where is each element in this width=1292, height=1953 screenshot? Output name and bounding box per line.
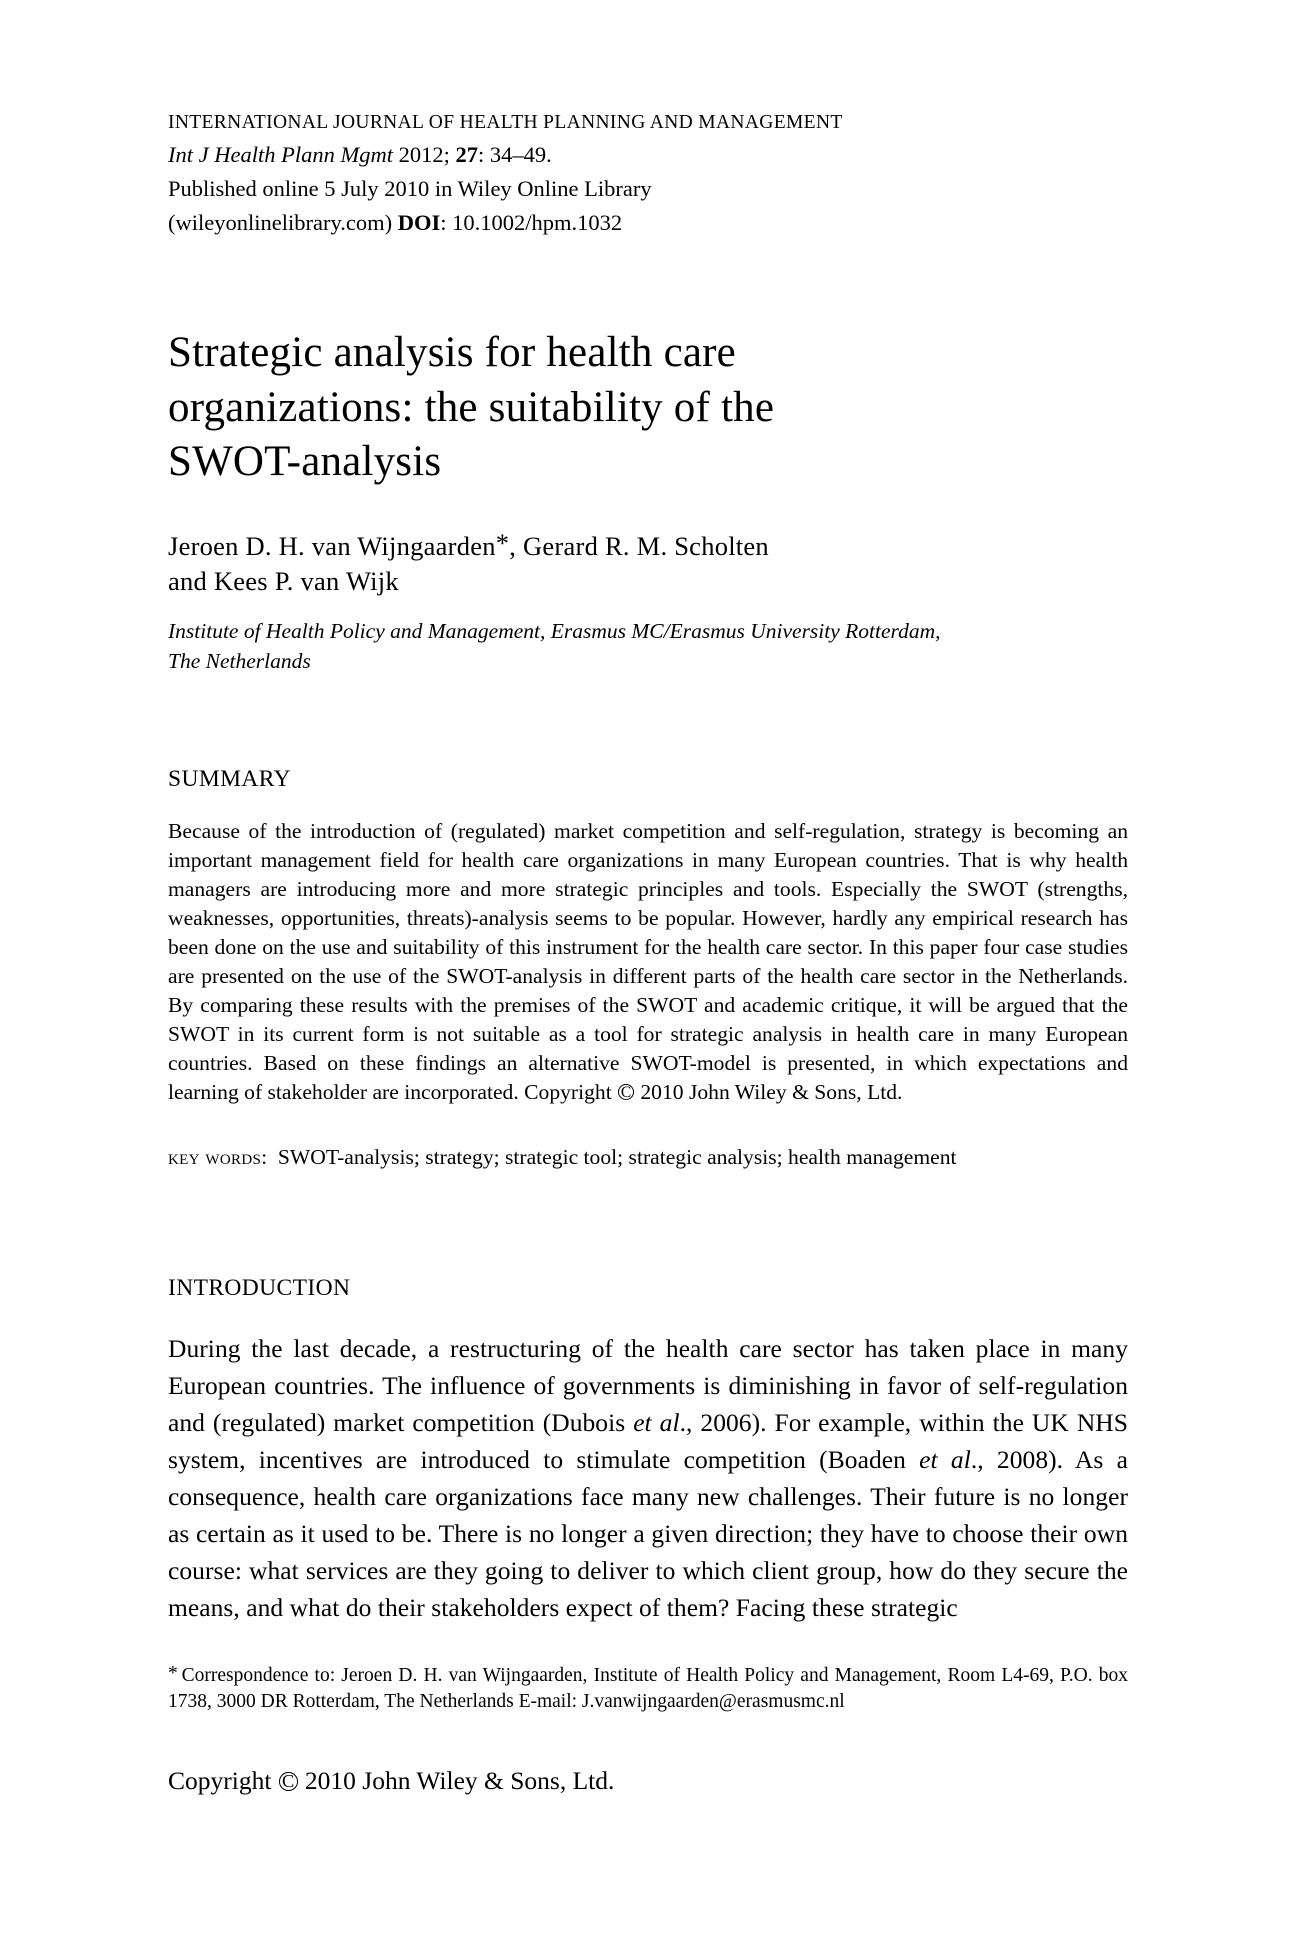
author-line-2: and Kees P. van Wijk [168, 566, 399, 597]
journal-volume: 27 [455, 141, 478, 167]
intro-part-3: ., 2008). As a consequence, health care organizations face many new challenges. Their future is no longer as certain as it used to be. There is no longer a given direction; they have to choose their own course: what services are they going to deliver to which client group, how do they secure the means, and what do their stakeholders expect of them? Facing these strategic [168, 1444, 1128, 1622]
journal-year: 2012; [398, 141, 450, 167]
affiliation [168, 617, 1128, 676]
page-title [168, 326, 1128, 490]
abstract-text [168, 817, 1128, 1107]
affiliation-line-2: The Netherlands [168, 649, 311, 674]
page-footer-copyright [168, 1763, 1128, 1799]
footer-copyright-pre: Copyright [168, 1765, 278, 1795]
intro-part-1: During the last decade, a restructuring of the health care sector has taken place in many European countries. The influence of governments is diminishing in favor of self-regulation and (regulated) market competition (Dubois [168, 1334, 1128, 1437]
journal-header [168, 108, 1128, 240]
correspondence-footnote [168, 1661, 1128, 1716]
introduction-paragraph [168, 1331, 1128, 1627]
journal-citation [168, 138, 1128, 172]
intro-citation-italic-1: et al [633, 1407, 680, 1437]
keywords-line [168, 1143, 1128, 1172]
intro-citation-italic-2: et al [919, 1444, 971, 1474]
doi-label: DOI [397, 210, 441, 235]
title-line-2: organizations: the suitability of the [168, 383, 775, 431]
journal-name: INTERNATIONAL JOURNAL OF HEALTH PLANNING AND MANAGEMENT [168, 112, 843, 133]
published-online-line: Published online 5 July 2010 in Wiley Online Library [168, 175, 652, 201]
corresponding-author-marker: * [495, 528, 510, 559]
intro-part-2: ., 2006). For example, within the UK NHS system, incentives are introduced to stimulate competition (Boaden [168, 1407, 1128, 1474]
page-content [168, 108, 1128, 1799]
introduction-heading: INTRODUCTION [168, 1275, 351, 1302]
author-name-secondary: , Gerard R. M. Scholten [509, 531, 769, 562]
doi-line [168, 206, 1128, 240]
journal-abbreviation: Int J Health Plann Mgmt [168, 141, 393, 167]
footer-copyright-icon: C [279, 1772, 298, 1791]
abstract-part-1: Because of the introduction of (regulated) market competition and self-regulation, strategy is becoming an important management field for health care organizations in many European countries. That is why health managers are introducing more and more strategic principles and tools. Especially the SWOT (strengths, weaknesses, opportunities, threats)-analysis seems to be popular. However, hardly any empirical research has been done on the use and suitability of this instrument for the health care sector. In this paper four case studies are presented on the use of the SWOT-analysis in different parts of the health care sector in the Netherlands. By comparing these results with the premises of the SWOT and academic critique, it will be argued that the SWOT in its current form is not suitable as a tool for strategic analysis in health care in many European countries. Based on these findings an alternative SWOT-model is presented, in which expectations and learning of stakeholder are incorporated. Copyright [168, 818, 1128, 1104]
title-line-3: SWOT-analysis [168, 438, 442, 486]
author-name-primary: Jeroen D. H. van Wijngaarden [168, 531, 496, 562]
footer-copyright-post: 2010 John Wiley & Sons, Ltd. [298, 1765, 615, 1795]
summary-heading: SUMMARY [168, 765, 291, 792]
keywords-terms: SWOT-analysis; strategy; strategic tool; strategic analysis; health management [277, 1145, 957, 1169]
journal-pages: : 34–49. [477, 141, 552, 167]
copyright-icon: C [618, 1084, 634, 1100]
affiliation-line-1: Institute of Health Policy and Management, Erasmus MC/Erasmus University Rotterdam, [168, 619, 941, 644]
keywords-label: key words [168, 1145, 262, 1169]
footnote-text: Correspondence to: Jeroen D. H. van Wijngaarden, Institute of Health Policy and Management, Room L4-69, P.O. box 1738, 3000 DR Rotterdam, The Netherlands E-mail: J.vanwijngaarden@erasmusmc.nl [168, 1664, 1128, 1713]
library-url[interactable]: (wileyonlinelibrary.com) [168, 210, 393, 235]
abstract-part-2: 2010 John Wiley & Sons, Ltd. [634, 1079, 903, 1104]
keywords-separator: : [261, 1145, 268, 1169]
author-line-1 [168, 529, 1128, 564]
title-line-1: Strategic analysis for health care [168, 329, 736, 377]
author-list [168, 529, 1128, 599]
doi-value[interactable]: : 10.1002/hpm.1032 [440, 210, 623, 235]
footnote-marker: * [168, 1662, 178, 1684]
